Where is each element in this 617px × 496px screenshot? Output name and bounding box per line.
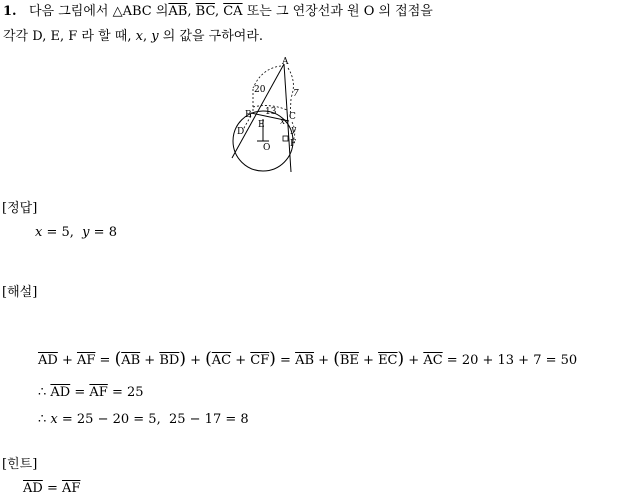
right-angle-mark bbox=[283, 136, 288, 141]
answer-value-y: = 8 bbox=[89, 225, 117, 240]
term: $\overline{AF}$ bbox=[61, 481, 81, 496]
variable-x: x bbox=[135, 29, 143, 44]
answer-line bbox=[35, 226, 117, 239]
problem-text-end: 또는 그 연장선과 원 O 의 접점을 bbox=[246, 4, 433, 19]
explanation-eq-1 bbox=[38, 351, 577, 368]
result: = 25 bbox=[107, 385, 144, 400]
hint-line bbox=[23, 482, 80, 495]
label-20: 20 bbox=[254, 85, 266, 95]
result: = 20 + 13 + 7 = 50 bbox=[442, 353, 578, 368]
term: $\overline{BD}$ bbox=[159, 353, 180, 368]
paren: ) bbox=[397, 349, 405, 369]
paren: ( bbox=[333, 349, 340, 369]
label-c: C bbox=[289, 112, 296, 122]
label-a: A bbox=[282, 57, 289, 67]
explanation-eq-3 bbox=[38, 413, 249, 426]
op: + bbox=[404, 353, 424, 368]
term: $\overline{AF}$ bbox=[76, 353, 96, 368]
term: $\overline{AC}$ bbox=[423, 353, 443, 368]
segment-ca: $\overline{CA}$ bbox=[223, 4, 243, 19]
answer-var-x: x bbox=[35, 225, 43, 240]
therefore-symbol: ∴ bbox=[38, 385, 51, 400]
paren: ( bbox=[205, 349, 212, 369]
label-d: D bbox=[237, 127, 245, 137]
label-x: x bbox=[280, 117, 286, 127]
label-o: O bbox=[263, 143, 271, 153]
comma: , bbox=[214, 4, 220, 19]
paren: ) bbox=[269, 349, 276, 369]
problem-text: 각각 D, E, F 라 할 때, bbox=[3, 29, 132, 44]
term: $\overline{CF}$ bbox=[250, 353, 270, 368]
problem-text: 의 값을 구하여라. bbox=[162, 29, 264, 44]
term: $\overline{AF}$ bbox=[89, 385, 108, 400]
answer-header: [정답] bbox=[2, 201, 38, 216]
label-f: F bbox=[290, 139, 297, 149]
term: $\overline{AB}$ bbox=[295, 353, 315, 368]
paren: ( bbox=[114, 349, 122, 369]
explanation-header: [해설] bbox=[2, 285, 38, 300]
op: + bbox=[314, 353, 334, 368]
segment-ab: $\overline{AB}$ bbox=[168, 4, 188, 19]
term: $\overline{AD}$ bbox=[50, 385, 71, 400]
problem-text-start: 다음 그림에서 △ABC 의 bbox=[28, 4, 169, 19]
term: $\overline{EC}$ bbox=[378, 353, 398, 368]
term: $\overline{AD}$ bbox=[38, 353, 58, 368]
therefore-symbol: ∴ bbox=[38, 412, 51, 427]
label-13: 13 bbox=[265, 107, 277, 117]
hint-header: [힌트] bbox=[2, 457, 38, 472]
paren: ) bbox=[179, 349, 186, 369]
segment-bc: $\overline{BC}$ bbox=[195, 4, 215, 19]
op: + bbox=[140, 353, 160, 368]
label-y: y bbox=[291, 125, 297, 135]
term: $\overline{AC}$ bbox=[211, 353, 232, 368]
label-7: 7 bbox=[293, 89, 299, 99]
op: + bbox=[231, 353, 251, 368]
op: + bbox=[57, 353, 77, 368]
comma: , bbox=[187, 4, 192, 19]
op: = bbox=[70, 385, 90, 400]
variable-y: y bbox=[151, 29, 159, 44]
variable-x: x bbox=[50, 412, 58, 427]
op: = bbox=[42, 481, 62, 496]
label-b: B bbox=[245, 110, 252, 120]
op: + bbox=[358, 353, 379, 368]
explanation-eq-2 bbox=[38, 386, 144, 399]
term: $\overline{BE}$ bbox=[339, 353, 359, 368]
op: + bbox=[185, 353, 206, 368]
term: $\overline{AB}$ bbox=[121, 353, 141, 368]
answer-var-y: y bbox=[82, 225, 90, 240]
term: $\overline{AD}$ bbox=[23, 481, 43, 496]
label-e: E bbox=[258, 120, 265, 130]
op: = bbox=[95, 353, 115, 368]
op: = bbox=[275, 353, 296, 368]
comma: , bbox=[142, 29, 148, 44]
problem-number: 1. bbox=[3, 4, 17, 19]
result: = 25 − 20 = 5, 25 − 17 = 8 bbox=[57, 412, 249, 427]
answer-value-x: = 5, bbox=[42, 225, 83, 240]
